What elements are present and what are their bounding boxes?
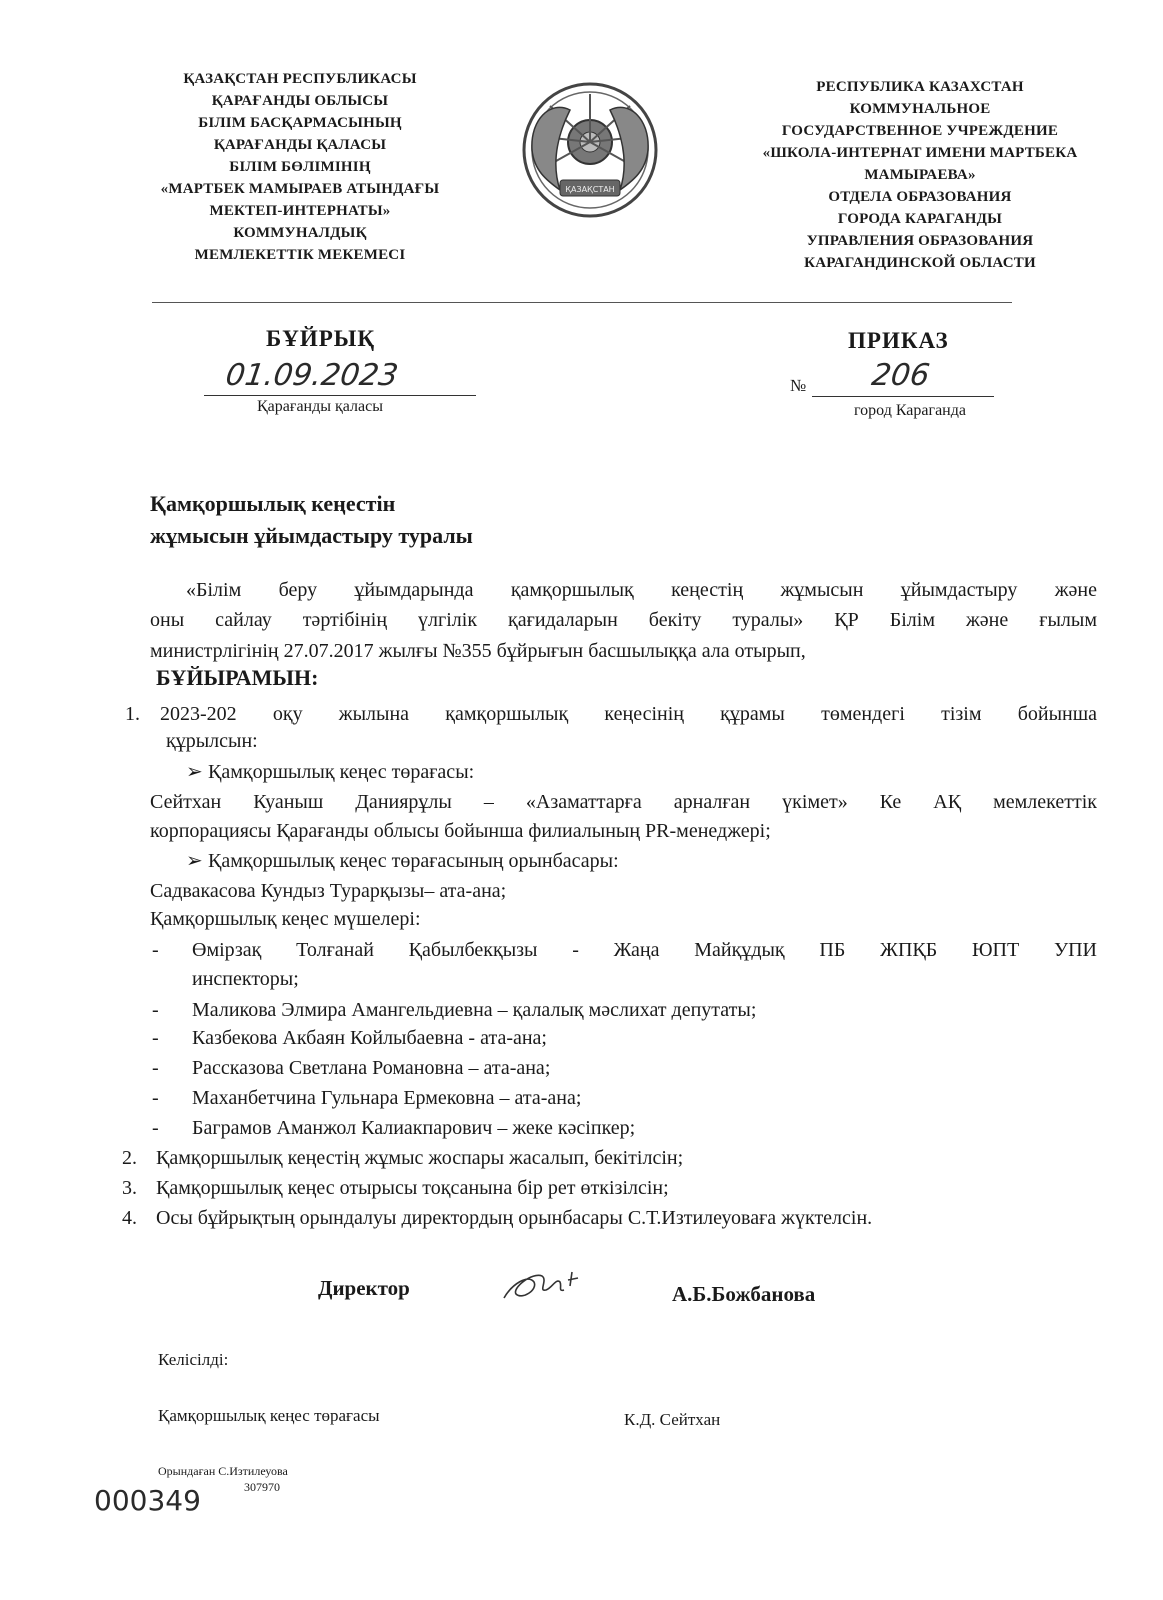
header-left-line: ҚАЗАҚСТАН РЕСПУБЛИКАСЫ bbox=[183, 71, 417, 87]
item-text: Қамқоршылық кеңес отырысы тоқсанына бір рет өткізілсін; bbox=[156, 1177, 669, 1199]
header-left-line: КОММУНАЛДЫҚ bbox=[233, 225, 367, 241]
item-number: 3. bbox=[122, 1177, 137, 1199]
subject-line: жұмысын ұйымдастыру туралы bbox=[150, 523, 473, 548]
preamble-line: министрлігінің 27.07.2017 жылғы №355 бұйрығын басшылыққа ала отырып, bbox=[150, 640, 806, 662]
item-1-text-cont: құрылсын: bbox=[166, 730, 258, 752]
number-label: № bbox=[790, 376, 807, 395]
director-label: Директор bbox=[318, 1276, 410, 1300]
header-right-line: КОММУНАЛЬНОЕ bbox=[849, 101, 991, 117]
state-emblem-icon bbox=[510, 80, 670, 220]
item-number: 1. bbox=[125, 703, 140, 725]
header-right-line: УПРАВЛЕНИЯ ОБРАЗОВАНИЯ bbox=[806, 233, 1034, 249]
item-1-text: 2023-202 оқу жылына қамқоршылық кеңесінің құрамы төмендегі тізім бойынша bbox=[160, 703, 1097, 725]
preamble-line: «Білім беру ұйымдарында қамқоршылық кеңестің жұмысын ұйымдастыру және bbox=[186, 579, 1097, 601]
list-dash: - bbox=[152, 1057, 159, 1079]
header-left-line: МЕМЛЕКЕТТІК МЕКЕМЕСІ bbox=[194, 247, 406, 263]
order-title-kz: БҰЙРЫҚ bbox=[266, 326, 376, 351]
executor-phone: 307970 bbox=[244, 1480, 280, 1494]
item-text: Қамқоршылық кеңестің жұмыс жоспары жасалып, бекітілсін; bbox=[156, 1147, 684, 1169]
header-right-line: КАРАГАНДИНСКОЙ ОБЛАСТИ bbox=[804, 255, 1036, 271]
member-item: Маханбетчина Гульнара Ермековна – ата-ана; bbox=[192, 1087, 582, 1109]
subject bbox=[150, 488, 473, 552]
header-right-line: МАМЫРАЕВА» bbox=[864, 167, 976, 183]
header-left-line: МЕКТЕП-ИНТЕРНАТЫ» bbox=[209, 203, 391, 219]
header-right-line: ГОРОДА КАРАГАНДЫ bbox=[837, 211, 1003, 227]
agreed-label: Келісілді: bbox=[158, 1350, 229, 1369]
list-dash: - bbox=[152, 999, 159, 1021]
list-dash: - bbox=[152, 1087, 159, 1109]
chair-text: Сейтхан Куаныш Даниярұлы – «Азаматтарға арналған үкімет» Ке АҚ мемлекеттік bbox=[150, 791, 1097, 813]
executor: Орындаған С.Изтилеуова bbox=[158, 1464, 288, 1478]
subject-line: Қамқоршылық кеңестін bbox=[150, 491, 396, 516]
member-item: Маликова Элмира Амангельдиевна – қалалық мәслихат депутаты; bbox=[192, 999, 757, 1021]
member-item-cont: инспекторы; bbox=[192, 968, 299, 990]
list-dash: - bbox=[152, 939, 159, 961]
header-left-block bbox=[140, 68, 460, 266]
arrow-bullet-icon: ➢ bbox=[186, 850, 203, 872]
item-number: 4. bbox=[122, 1207, 137, 1229]
header-left-line: БІЛІМ БӨЛІМІНІҢ bbox=[229, 159, 371, 175]
deputy-label bbox=[186, 847, 1163, 875]
member-item: Өмірзақ Толғанай Қабылбекқызы - Жаңа Майқұдық ПБ ЖПҚБ ЮПТ УПИ bbox=[192, 939, 1097, 961]
chair-text: корпорациясы Қарағанды облысы бойынша филиалының PR-менеджері; bbox=[150, 820, 771, 842]
header-right-line: РЕСПУБЛИКА КАЗАХСТАН bbox=[816, 79, 1024, 95]
agreed-role: Қамқоршылық кеңес төрағасы bbox=[158, 1406, 380, 1425]
header-left-line: «МАРТБЕК МАМЫРАЕВ АТЫНДАҒЫ bbox=[160, 181, 440, 197]
deputy-text: Садвакасова Кундыз Турарқызы– ата-ана; bbox=[150, 880, 507, 902]
list-dash: - bbox=[152, 1117, 159, 1139]
order-date: 01.09.2023 bbox=[223, 358, 401, 393]
member-item: Казбекова Акбаян Койлыбаевна - ата-ана; bbox=[192, 1027, 547, 1049]
chair-label bbox=[186, 758, 1163, 786]
arrow-bullet-icon: ➢ bbox=[186, 761, 203, 783]
header-left-line: ҚАРАҒАНДЫ ОБЛЫСЫ bbox=[211, 93, 389, 109]
preamble-line: оны сайлау тәртібінің үлгілік қағидаларын бекіту туралы» ҚР Білім және ғылым bbox=[150, 609, 1097, 631]
agreed-name: К.Д. Сейтхан bbox=[624, 1410, 721, 1429]
city-kz: Қарағанды қаласы bbox=[257, 398, 383, 415]
order-body bbox=[0, 576, 1163, 1256]
members-label: Қамқоршылық кеңес мүшелері: bbox=[150, 908, 421, 930]
director-name: А.Б.Божбанова bbox=[672, 1282, 816, 1306]
header-left-line: БІЛІМ БАСҚАРМАСЫНЫҢ bbox=[198, 115, 402, 131]
city-ru: город Караганда bbox=[854, 402, 966, 419]
number-underline bbox=[812, 396, 994, 397]
header-right-line: ОТДЕЛА ОБРАЗОВАНИЯ bbox=[828, 189, 1012, 205]
member-item: Рассказова Светлана Романовна – ата-ана; bbox=[192, 1057, 551, 1079]
date-underline bbox=[204, 395, 476, 396]
signature-icon bbox=[498, 1264, 588, 1308]
emblem-text: ҚАЗАҚСТАН bbox=[565, 185, 615, 194]
item-number: 2. bbox=[122, 1147, 137, 1169]
chair-label-text: Қамқоршылық кеңес төрағасы: bbox=[208, 761, 475, 783]
member-item: Баграмов Аманжол Калиакпарович – жеке кәсіпкер; bbox=[192, 1117, 636, 1139]
header-divider bbox=[152, 302, 1012, 303]
order-number: 206 bbox=[869, 358, 932, 393]
decree-word: БҰЙЫРАМЫН: bbox=[156, 665, 319, 690]
item-text: Осы бұйрықтың орындалуы директордың орынбасары С.Т.Изтилеуоваға жүктелсін. bbox=[156, 1207, 873, 1229]
order-title-ru: ПРИКАЗ bbox=[848, 328, 949, 353]
header-left-line: ҚАРАҒАНДЫ ҚАЛАСЫ bbox=[213, 137, 387, 153]
header-right-line: ГОСУДАРСТВЕННОЕ УЧРЕЖДЕНИЕ bbox=[781, 123, 1059, 139]
deputy-label-text: Қамқоршылық кеңес төрағасының орынбасары: bbox=[208, 850, 619, 872]
document-number: 000349 bbox=[94, 1484, 201, 1517]
list-dash: - bbox=[152, 1027, 159, 1049]
header-right-block bbox=[735, 76, 1105, 274]
header-right-line: «ШКОЛА-ИНТЕРНАТ ИМЕНИ МАРТБЕКА bbox=[762, 145, 1078, 161]
